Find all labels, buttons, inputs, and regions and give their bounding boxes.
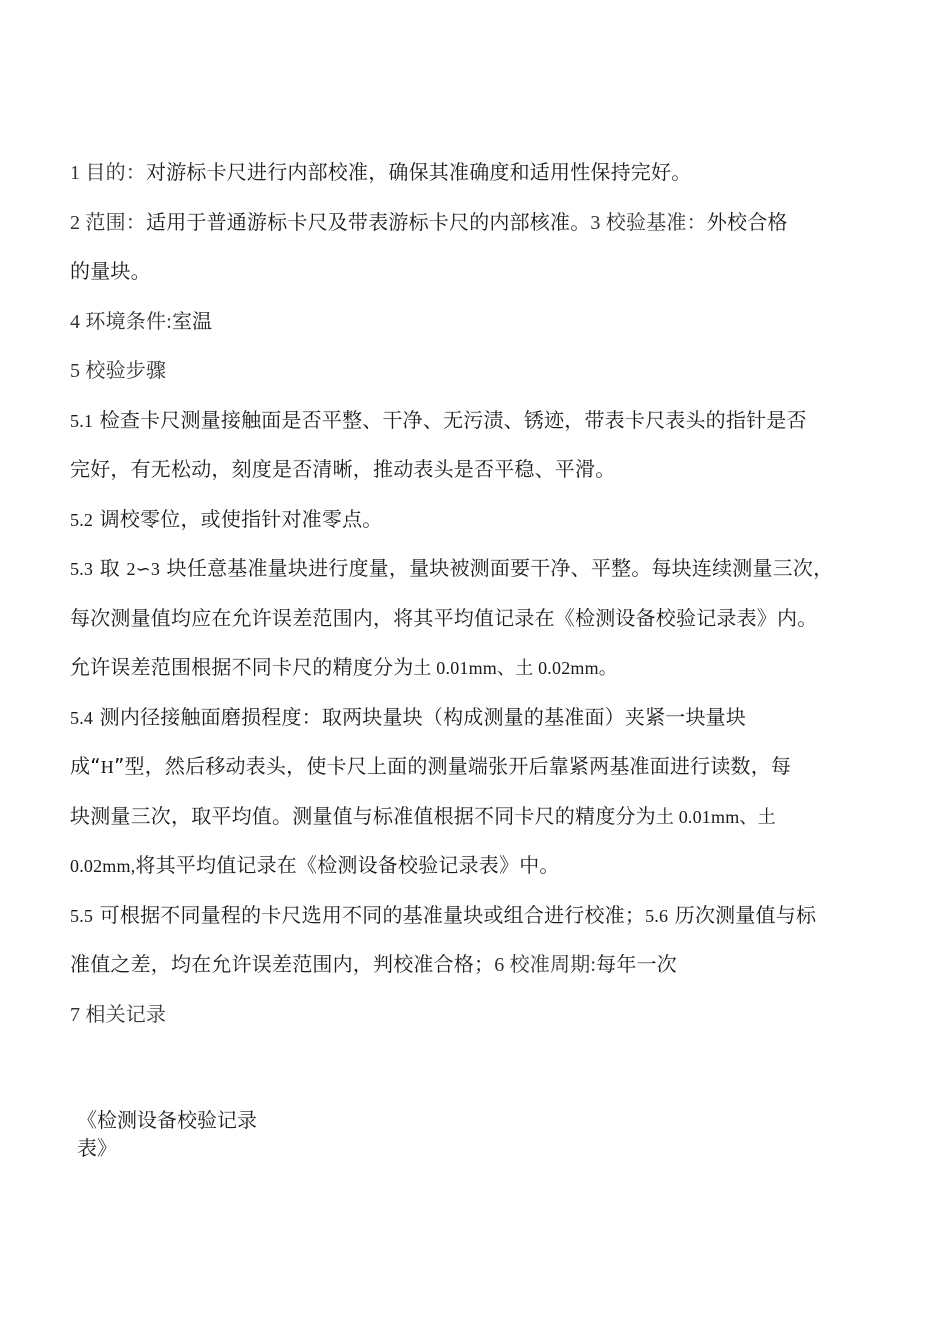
text-line <box>70 346 900 396</box>
text-line <box>70 841 900 891</box>
text-segment: 2∽3 <box>126 559 161 579</box>
text-segment: 0.02mm, <box>70 856 136 876</box>
text-segment: 1 目的： <box>70 162 146 184</box>
text-segment: 5.6 <box>645 905 669 926</box>
text-segment: 外校合格 <box>706 209 788 234</box>
text-segment: 3 校验基准： <box>590 211 707 234</box>
text-segment: 5.3 <box>70 559 94 579</box>
text-line <box>70 742 900 792</box>
text-segment: 每次测量值均应在允许误差范围内，将其平均值记录在《检测设备校验记录表》内。 <box>70 605 818 630</box>
text-segment: 块任意基准量块进行度量，量块被测面要干净、平整。每块连续测量三次， <box>160 556 834 580</box>
text-segment: H <box>100 757 114 777</box>
text-line <box>70 544 900 594</box>
text-segment: 取 <box>93 556 127 580</box>
text-line <box>70 396 900 446</box>
text-segment: 的量块。 <box>70 259 151 283</box>
text-line <box>70 198 900 248</box>
text-segment: 对游标卡尺进行内部校准，确保其准确度和适用性保持完好。 <box>146 160 692 184</box>
text-line <box>70 297 900 347</box>
text-segment: 6 校准周期: <box>494 954 597 976</box>
text-segment: 7 相关记录 <box>70 1003 167 1026</box>
caption-line-2: 表》 <box>77 1136 117 1160</box>
text-segment: 成“ <box>70 754 101 778</box>
text-line <box>70 792 900 842</box>
text-segment: 将其平均值记录在《检测设备校验记录表》中。 <box>135 853 560 877</box>
text-line <box>70 891 900 941</box>
text-segment: 块测量三次，取平均值。测量值与标准值根据不同卡尺的精度分为 <box>70 803 656 828</box>
text-segment: 土 0.01mm、土 0.02mm。 <box>413 658 618 678</box>
text-segment: 土 0.01mm、土 <box>655 806 776 827</box>
text-line <box>70 445 900 495</box>
text-segment: 检查卡尺测量接触面是否平整、干净、无污渍、锈迹，带表卡尺表头的指针是否 <box>93 407 807 432</box>
text-segment: 准值之差，均在允许误差范围内，判校准合格； <box>70 952 495 976</box>
text-line <box>70 495 900 545</box>
text-line <box>70 940 900 990</box>
text-segment: 5.1 <box>70 410 94 431</box>
text-line <box>70 693 900 743</box>
document-body <box>70 148 900 1039</box>
text-segment: 5.2 <box>70 509 94 530</box>
text-segment: 测内径接触面磨损程度：取两块量块（构成测量的基准面）夹紧一块量块 <box>93 704 747 729</box>
text-segment: 5 校验步骤 <box>70 360 167 382</box>
text-line <box>70 247 900 297</box>
text-segment: 历次测量值与标 <box>668 902 817 927</box>
text-segment: 室温 <box>171 308 213 333</box>
caption-line-1: 《检测设备校验记录 <box>77 1108 257 1132</box>
text-line <box>70 643 900 693</box>
text-segment: 调校零位，或使指针对准零点。 <box>93 506 383 531</box>
text-segment: 适用于普通游标卡尺及带表游标卡尺的内部核准。 <box>146 209 591 234</box>
text-segment: 完好，有无松动，刻度是否清晰，推动表头是否平稳、平滑。 <box>70 457 616 481</box>
text-segment: 每年一次 <box>596 952 677 976</box>
text-segment: 5.4 <box>70 707 94 728</box>
record-form-caption <box>77 1106 307 1162</box>
text-line <box>70 990 900 1040</box>
text-segment: 允许误差范围根据不同卡尺的精度分为 <box>70 655 414 679</box>
text-segment: 可根据不同量程的卡尺选用不同的基准量块或组合进行校准； <box>93 902 646 927</box>
text-segment: 4 环境条件: <box>70 310 172 333</box>
text-line <box>70 148 900 198</box>
text-segment: 5.5 <box>70 905 94 926</box>
text-segment: ”型，然后移动表头，使卡尺上面的测量端张开后靠紧两基准面进行读数，每 <box>113 754 792 778</box>
text-segment: 2 范围： <box>70 211 146 234</box>
text-line <box>70 594 900 644</box>
